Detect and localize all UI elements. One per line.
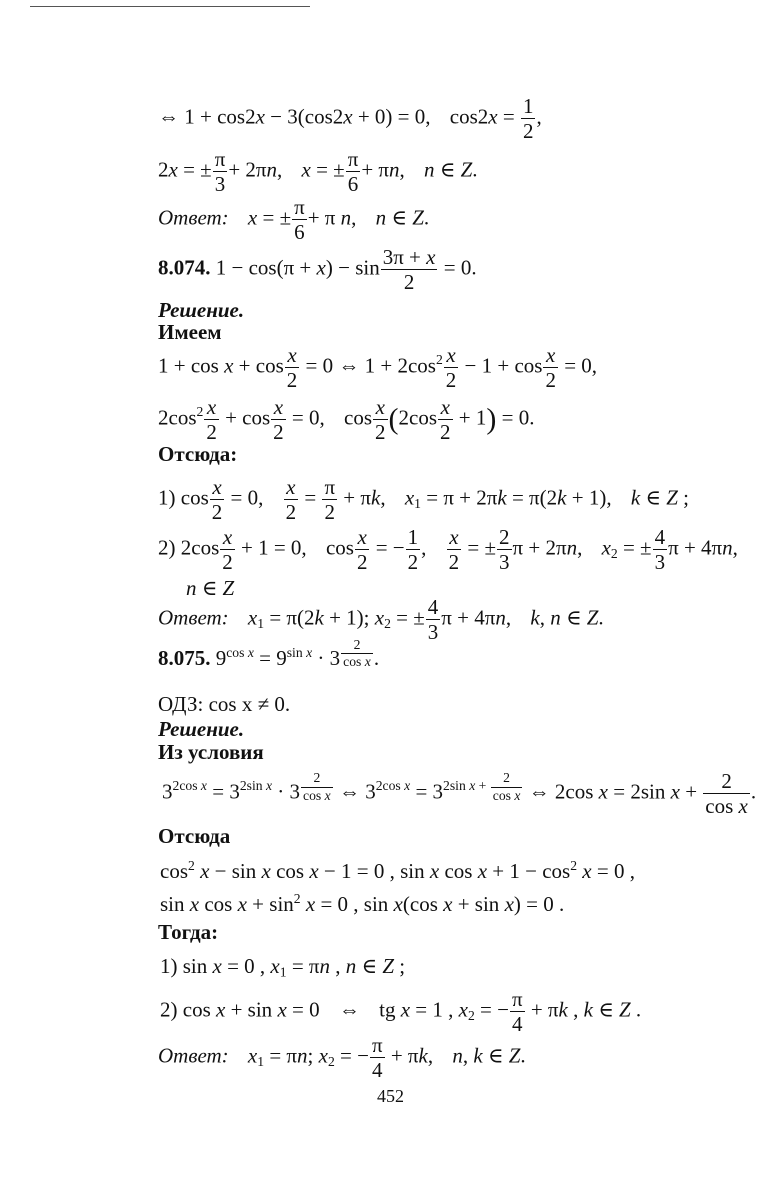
answer-label: Ответ:: [158, 605, 229, 630]
answer-label: Ответ:: [158, 1043, 229, 1068]
formula-line-5: $3^{2cos x} = 3^{2sin x} \cdot 3$ $^{\frac{2}{\text{cos x}}}$ ⇔ $3^{2cos x} = 3^{2sin x + \frac{2}{\text{cos x}}}$ ⇔ 2cos x = 2sin x + $\frac{2}{\text{cos x}}$ .: [162, 769, 757, 819]
problem-number: 8.074.: [158, 255, 211, 280]
header-rule: [30, 6, 310, 7]
case-1-075: 1) sin x = 0 , $x_1 = \pi n$ , n ∈ Z ;: [160, 954, 406, 980]
odz-line: [158, 694, 290, 715]
solution-label-074: Решение.: [158, 298, 245, 322]
case-2-075: 2) cos x + sin x = 0 ⇔ tg x = 1 , $x_2$ = − $\frac{\pi}{4}$ + πk , k ∈ Z .: [160, 987, 642, 1037]
formula-line-4: $2\cos^2$ $\frac{x}{2}$ + cos $\frac{x}{2}$ = 0, cos $\frac{x}{2}$ (2cos $\frac{x}{2}$ + 1) = 0.: [158, 395, 535, 445]
answer-label: Ответ:: [158, 205, 229, 230]
hence-label-075: Отсюда: [158, 824, 231, 848]
problem-8-075: 8.075. $9^{cos x} = 9^{sin x} \cdot 3$ $^{\frac{2}{\text{cos x}}}$ .: [158, 637, 380, 671]
intro-word-075: Из условия: [158, 740, 264, 764]
answer-073: Ответ: x = ± $\frac{\pi}{6}$ + π n, n ∈ Z.: [158, 195, 430, 245]
odz-condition: cos x ≠ 0.: [208, 692, 291, 716]
then-label-075: Тогда:: [158, 920, 219, 944]
formula-line-6: $\cos^2 x - \sin x$ cos x − 1 = 0 , sin x $\cos x + 1 - \cos^2 x = 0$ ,: [160, 857, 635, 883]
problem-number: 8.075.: [158, 646, 211, 671]
formula-line-3: 1 + cos x + cos $\frac{x}{2}$ = 0 ⇔ $1 + 2\cos^2$ $\frac{x}{2}$ − 1 + cos $\frac{x}{2}$ = 0,: [158, 343, 598, 393]
case-2-074: 2) 2cos $\frac{x}{2}$ + 1 = 0, cos $\frac{x}{2}$ = − $\frac{1}{2}$ , $\frac{x}{2}$ = ± $\frac{2}{3}$ π + 2πn, $x_2$ = ± $\frac{4}{3}$ π + 4πn,: [158, 525, 738, 575]
formula-line-7: sin x $\cos x + \sin^2 x = 0$ , sin x(cos x + sin x) = 0 .: [160, 890, 565, 916]
formula-line-1: ⇔ 1 + cos2x − 3(cos2x + 0) = 0, cos2x = $\frac{1}{2}$ ,: [158, 94, 542, 144]
intro-word-074: Имеем: [158, 320, 222, 344]
answer-075: Ответ: $x_1 = \pi n$; $x_2$ = − $\frac{\pi}{4}$ + πk, n, k ∈ Z.: [158, 1033, 526, 1083]
case-1-074: 1) cos $\frac{x}{2}$ = 0, $\frac{x}{2}$ = $\frac{\pi}{2}$ + πk, $x_1 = \pi + 2\pi k = \pi(2k + 1)$, k ∈ Z ;: [158, 475, 689, 525]
case-2-domain: n ∈ Z: [186, 576, 235, 600]
hence-label-074: Отсюда:: [158, 442, 238, 466]
formula-line-2: 2x = ± $\frac{\pi}{3}$ + 2πn, x = ± $\frac{\pi}{6}$ + πn, n ∈ Z.: [158, 147, 478, 197]
page-number: 452: [377, 1086, 404, 1106]
problem-8-074: 8.074. 1 − cos(π + x) − sin $\frac{3\pi + x}{2}$ = 0.: [158, 245, 477, 295]
solution-label-075: Решение.: [158, 717, 245, 741]
odz-label: ОДЗ:: [158, 692, 204, 716]
answer-074: Ответ: $x_1 = \pi(2k + 1)$; $x_2$ = ± $\frac{4}{3}$ π + 4πn, k, n ∈ Z.: [158, 595, 604, 645]
